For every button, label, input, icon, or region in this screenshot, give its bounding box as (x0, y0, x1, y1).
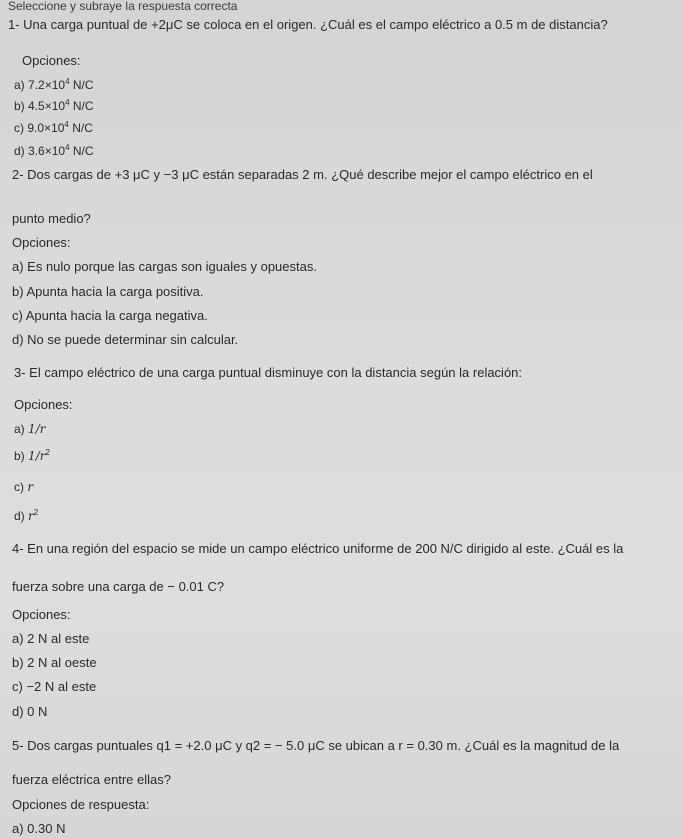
question-2-text-line-1: 2- Dos cargas de +3 μC y −3 μC están separadas 2 m. ¿Qué describe mejor el campo eléctrico en el (12, 167, 593, 182)
option-exponent: 4 (65, 77, 70, 86)
question-5-text-line-2: fuerza eléctrica entre ellas? (12, 772, 171, 787)
option-exponent: 4 (65, 143, 70, 152)
option-letter: a) (14, 78, 25, 92)
option-mantissa: 9.0×10 (27, 121, 65, 135)
option-expression: r (27, 480, 34, 494)
question-3-options-label: Opciones: (14, 397, 73, 412)
question-1-options-label: Opciones: (22, 53, 81, 68)
option-unit: N/C (72, 78, 94, 92)
option-letter: c) (14, 480, 24, 494)
option-expression: 1/r (28, 422, 46, 436)
option-exponent: 4 (64, 120, 69, 129)
option-exponent: 2 (45, 448, 50, 457)
question-2-option-c[interactable]: c) Apunta hacia la carga negativa. (12, 308, 208, 323)
option-letter: a) (14, 422, 25, 436)
option-unit: N/C (72, 144, 94, 158)
question-1-text: 1- Una carga puntual de +2μC se coloca en el origen. ¿Cuál es el campo eléctrico a 0.5 m de distancia? (8, 17, 608, 32)
option-letter: d) (14, 144, 25, 158)
option-expression: r (28, 509, 34, 523)
question-4-options-label: Opciones: (12, 607, 71, 622)
option-expression: 1/r (28, 449, 46, 463)
question-4-text-line-1: 4- En una región del espacio se mide un campo eléctrico uniforme de 200 N/C dirigido al este. ¿Cuál es la (12, 541, 624, 556)
question-3-option-d[interactable] (14, 510, 38, 522)
question-4-option-d[interactable]: d) 0 N (12, 704, 48, 719)
option-letter: c) (14, 121, 24, 135)
option-letter: d) (14, 509, 25, 523)
question-2-option-b[interactable]: b) Apunta hacia la carga positiva. (12, 284, 204, 299)
question-4-option-a[interactable]: a) 2 N al este (12, 631, 90, 646)
question-2-option-d[interactable]: d) No se puede determinar sin calcular. (12, 332, 239, 347)
option-exponent: 4 (65, 98, 70, 107)
option-letter: b) (14, 99, 25, 113)
instructions-header: Seleccione y subraye la respuesta correcta (8, 0, 238, 13)
question-3-option-c[interactable] (14, 481, 33, 493)
question-5-text-line-1: 5- Dos cargas puntuales q1 = +2.0 μC y q2 = − 5.0 μC se ubican a r = 0.30 m. ¿Cuál es la magnitud de la (12, 738, 620, 753)
question-1-option-b[interactable] (14, 100, 94, 112)
question-2-option-a[interactable]: a) Es nulo porque las cargas son iguales y opuestas. (12, 259, 317, 274)
question-4-option-c[interactable]: c) −2 N al este (12, 679, 97, 694)
option-exponent: 2 (33, 508, 39, 517)
question-4-option-b[interactable]: b) 2 N al oeste (12, 655, 97, 670)
option-mantissa: 4.5×10 (28, 99, 66, 113)
option-mantissa: 7.2×10 (28, 78, 66, 92)
option-letter: b) (14, 449, 25, 463)
question-2-text-line-2: punto medio? (12, 211, 91, 226)
question-1-option-a[interactable] (14, 79, 94, 91)
question-5-option-a[interactable]: a) 0.30 N (12, 821, 66, 836)
question-3-option-b[interactable] (14, 450, 50, 462)
option-unit: N/C (72, 121, 93, 135)
question-3-option-a[interactable] (14, 423, 45, 435)
question-1-option-c[interactable] (14, 122, 93, 134)
question-1-option-d[interactable] (14, 145, 94, 157)
question-4-text-line-2: fuerza sobre una carga de − 0.01 C? (12, 579, 225, 594)
question-5-options-label: Opciones de respuesta: (12, 797, 150, 812)
question-3-text: 3- El campo eléctrico de una carga puntual disminuye con la distancia según la relación: (14, 365, 523, 380)
question-2-options-label: Opciones: (12, 235, 71, 250)
option-unit: N/C (72, 99, 94, 113)
option-mantissa: 3.6×10 (28, 144, 66, 158)
